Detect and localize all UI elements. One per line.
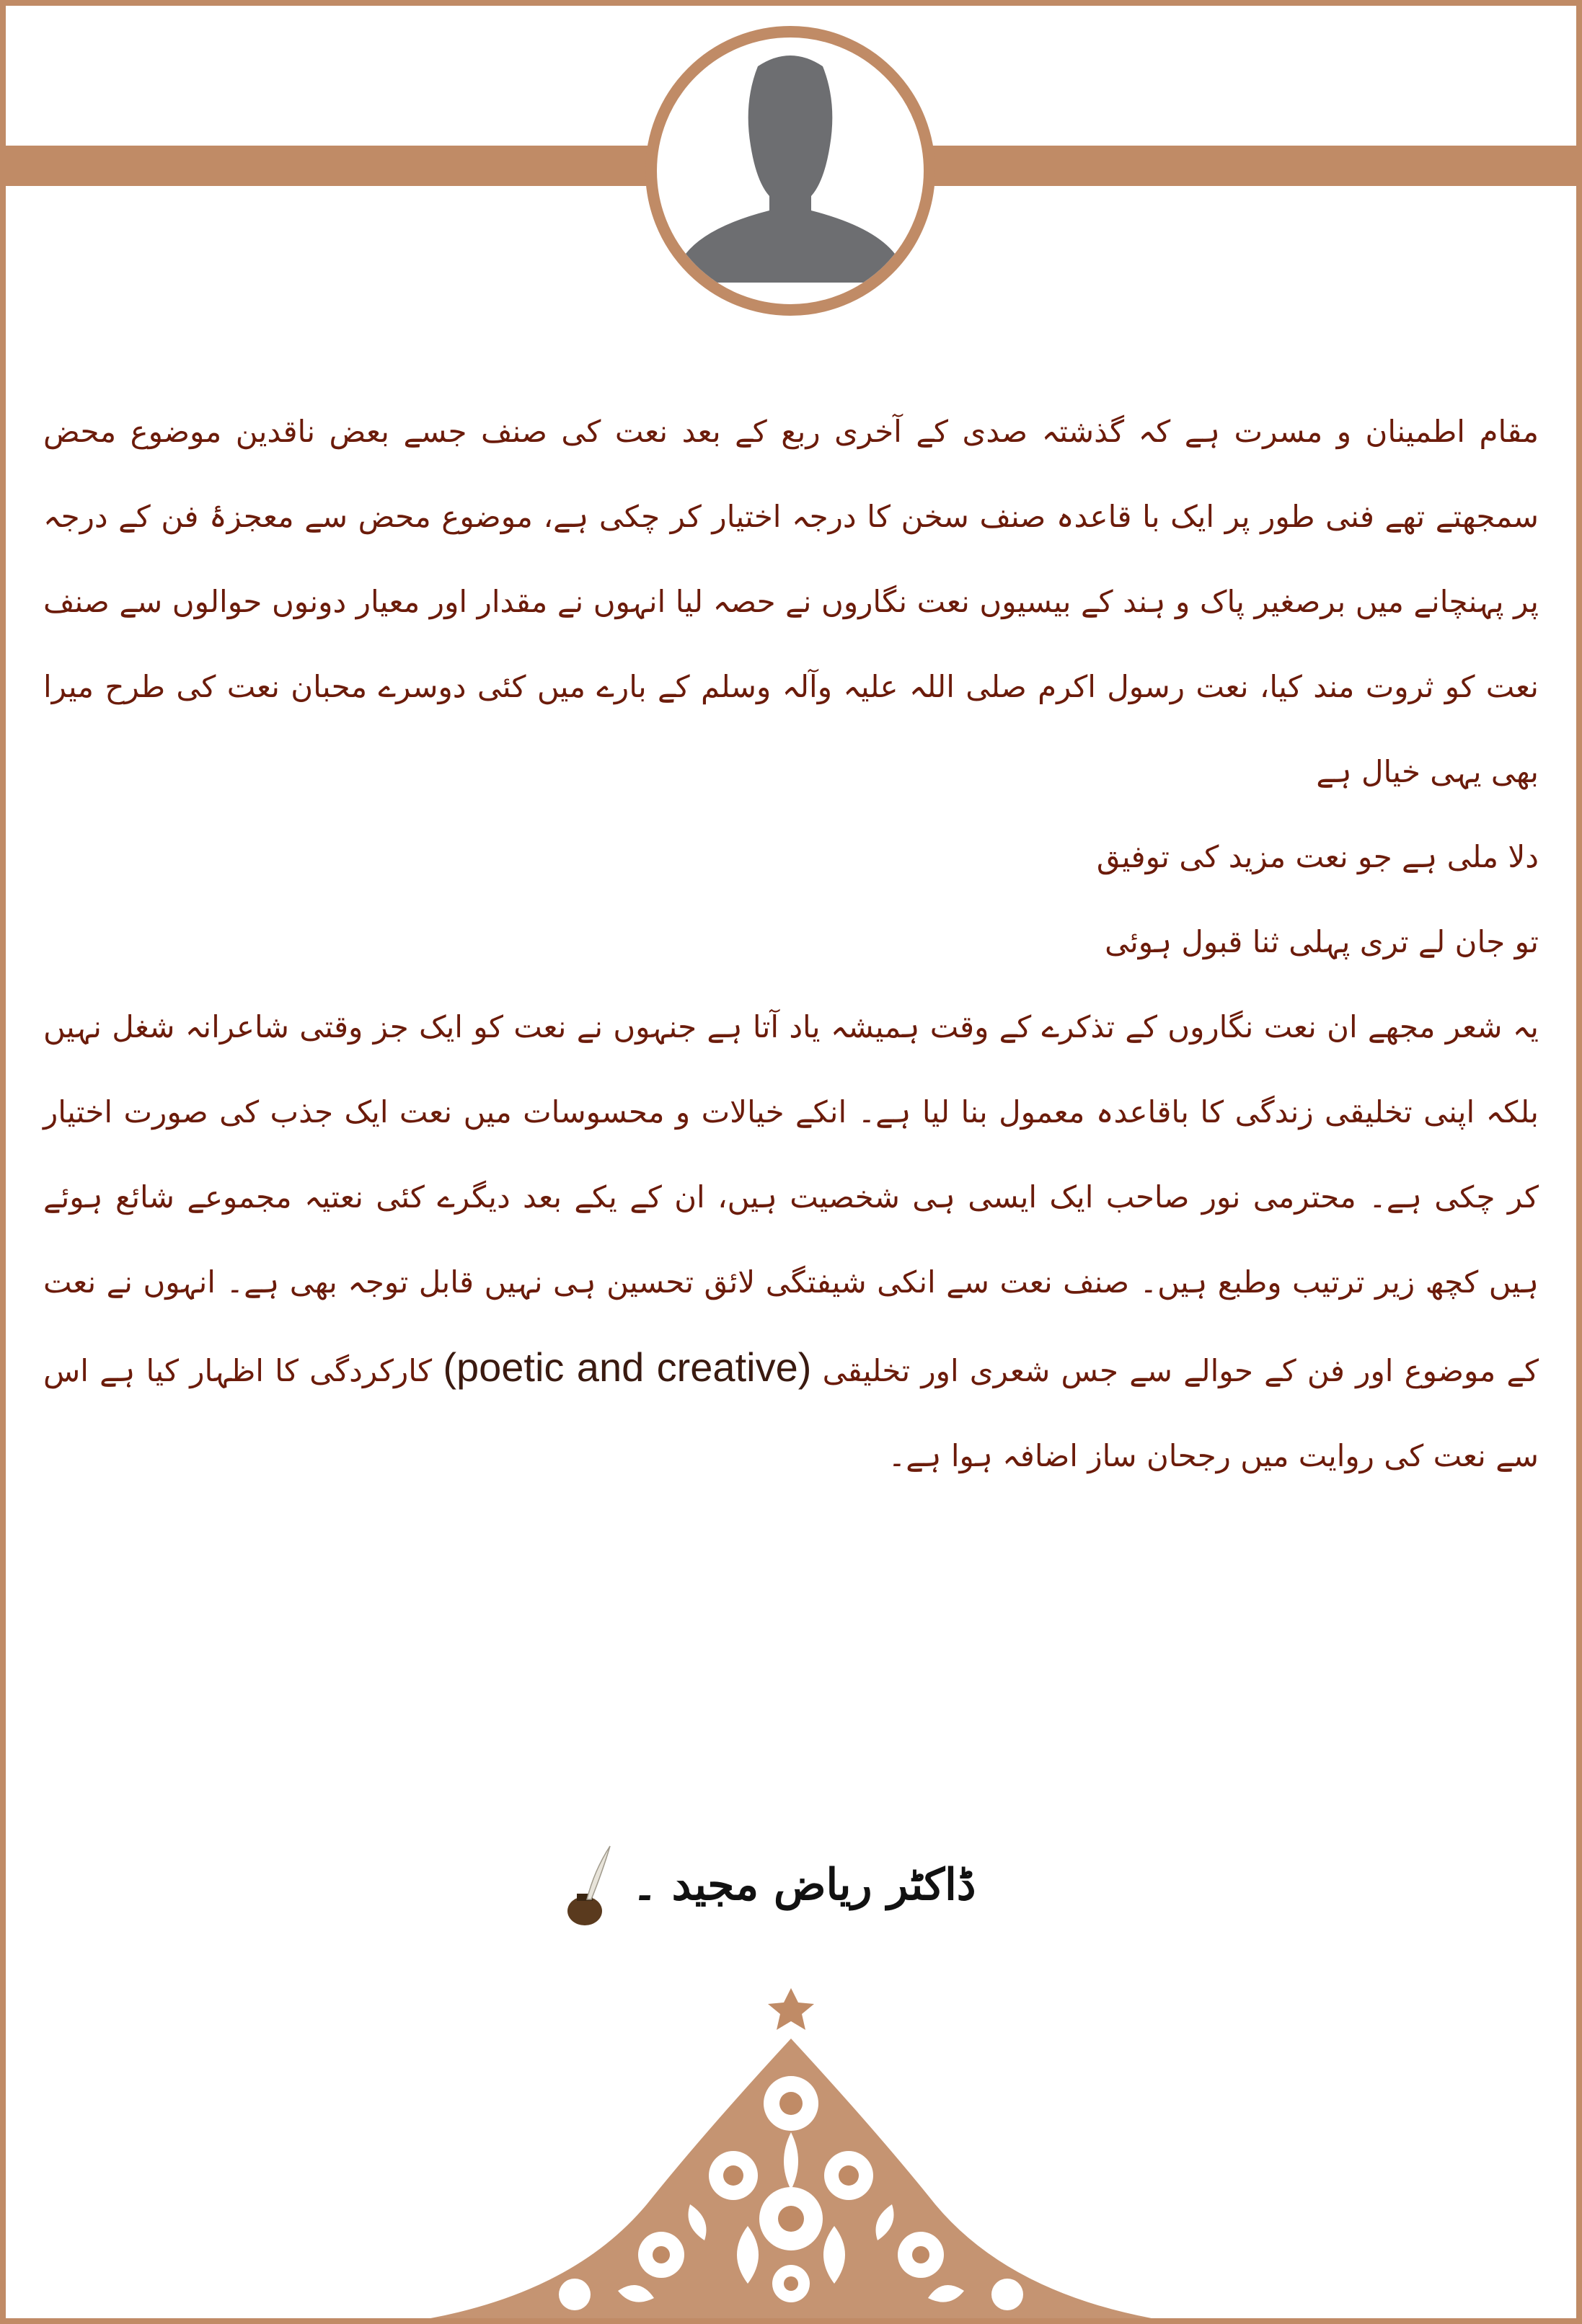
- paragraph-body-text: یہ شعر مجھے ان نعت نگاروں کے تذکرے کے وقت ہمیشہ یاد آتا ہے جنہوں نے نعت کو ایک جز وقتی شاعرانہ شغل نہیں بلکہ اپنی تخلیقی زندگی کا باقاعدہ معمول بنا لیا ہے۔ انکے خیالات و محسوسات میں نعت ایک جذب کی صورت اختیار کر چکی ہے۔ محترمی نور صاحب ایک ایسی ہی شخصیت ہیں، ان کے یکے بعد دیگرے کئی نعتیہ مجموعے شائع ہوئے ہیں کچھ زیر ترتیب وطبع ہیں۔ صنف نعت سے انکی شیفتگی لائق تحسین ہی نہیں قابل توجہ بھی ہے۔ انہوں نے نعت کے موضوع اور فن کے حوالے سے جس شعری اور تخلیقی: [43, 1009, 1539, 1388]
- author-name: ڈاکٹر ریاض مجید: [671, 1860, 976, 1910]
- quill-inkpot-icon: [552, 1842, 617, 1928]
- person-silhouette-icon: [657, 37, 924, 304]
- paragraph-body: [43, 985, 1539, 1499]
- floral-ornament: [430, 1988, 1152, 2318]
- verse-line-1: دلا ملی ہے جو نعت مزید کی توفیق: [1096, 839, 1539, 874]
- paragraph-body-end: کارکردگی کا اظہار کیا ہے اس سے نعت کی روایت میں رجحان ساز اضافہ ہوا ہے۔: [43, 1353, 1539, 1473]
- signature-dash: ۔: [632, 1860, 658, 1910]
- verse-line-2: تو جان لے تری پہلی ثنا قبول ہوئی: [1105, 924, 1539, 959]
- article-body: [43, 389, 1539, 1499]
- english-phrase: (poetic and creative): [443, 1344, 812, 1390]
- author-avatar: [645, 26, 935, 316]
- signature: [548, 1845, 981, 1925]
- paragraph-intro: مقام اطمینان و مسرت ہے کہ گذشتہ صدی کے آخری ربع کے بعد نعت کی صنف جسے بعض ناقدین موضوع محض سمجھتے تھے فنی طور پر ایک با قاعدہ صنف سخن کا درجہ اختیار کر چکی ہے، موضوع محض سے معجزۂ فن کے درجہ پر پہنچانے میں برصغیر پاک و ہند کے بیسیوں نعت نگاروں نے حصہ لیا انہوں نے مقدار اور معیار دونوں حوالوں سے صنف نعت کو ثروت مند کیا، نعت رسول اکرم صلی اللہ علیہ وآلہ وسلم کے بارے میں کئی دوسرے محبان نعت کی طرح میرا بھی یہی خیال ہے: [43, 414, 1539, 789]
